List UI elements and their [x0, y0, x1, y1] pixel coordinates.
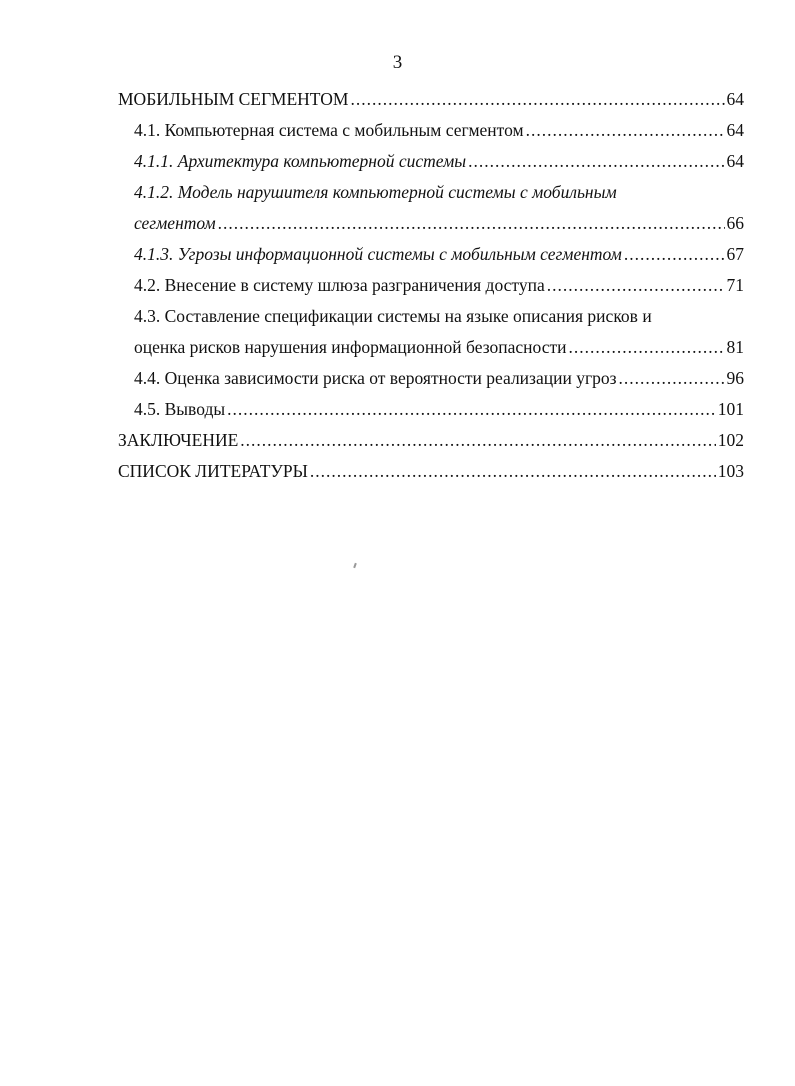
toc-dot-leader: [568, 337, 724, 358]
page-number: 3: [392, 52, 403, 73]
toc-entry-conclusion: [118, 430, 744, 461]
toc-entry-title: 4.5. Выводы: [134, 399, 226, 419]
toc-entry-title: 4.4. Оценка зависимости риска от вероятности реализации угроз: [134, 368, 617, 388]
toc-entry-4-1: [118, 120, 744, 151]
toc-entry-page: 81: [726, 337, 744, 357]
toc-entry-page: 64: [726, 89, 744, 109]
toc-entry-title: 4.2. Внесение в систему шлюза разграничения доступа: [134, 275, 545, 295]
toc-entry-page: 102: [717, 430, 744, 450]
toc-entry-page: 67: [726, 244, 744, 264]
toc-dot-leader: [619, 368, 725, 389]
toc-dot-leader: [468, 151, 724, 172]
toc-entry-page: 103: [717, 461, 744, 481]
toc-entry-mobile-segment: [118, 89, 744, 120]
toc-entry-4-3-line-1: [118, 306, 744, 337]
toc-entry-4-3-line-2: [118, 337, 744, 368]
toc-entry-references: [118, 461, 744, 492]
toc-entry-title: ЗАКЛЮЧЕНИЕ: [118, 430, 239, 450]
toc-entry-title: 4.1.1. Архитектура компьютерной системы: [134, 151, 467, 171]
toc-entry-title: 4.1. Компьютерная система с мобильным сегментом: [134, 120, 524, 140]
toc-dot-leader: [240, 430, 715, 451]
toc-entry-page: 64: [726, 120, 744, 140]
toc-dot-leader: [227, 399, 716, 420]
toc-entry-title: 4.1.3. Угрозы информационной системы с мобильным сегментом: [134, 244, 622, 264]
toc-entry-4-1-2-line-2: [118, 213, 744, 244]
toc-entry-4-2: [118, 275, 744, 306]
toc-dot-leader: [624, 244, 725, 265]
toc-entry-title: СПИСОК ЛИТЕРАТУРЫ: [118, 461, 308, 481]
toc-dot-leader: [218, 213, 725, 234]
toc-entry-page: 66: [726, 213, 744, 233]
scan-speck: [353, 563, 357, 568]
toc-dot-leader: [350, 89, 724, 110]
toc-entry-title: МОБИЛЬНЫМ СЕГМЕНТОМ: [118, 89, 349, 109]
table-of-contents: [118, 89, 744, 492]
toc-entry-4-1-3: [118, 244, 744, 275]
toc-entry-4-5: [118, 399, 744, 430]
toc-entry-title-line-2: сегментом: [134, 213, 216, 233]
toc-entry-page: 101: [717, 399, 744, 419]
toc-entry-4-1-2-line-1: [118, 182, 744, 213]
toc-dot-leader: [547, 275, 725, 296]
toc-entry-4-1-1: [118, 151, 744, 182]
toc-entry-title-line-1: 4.1.2. Модель нарушителя компьютерной системы с мобильным: [134, 182, 617, 202]
toc-entry-page: 96: [726, 368, 744, 388]
toc-entry-page: 64: [726, 151, 744, 171]
toc-entry-4-4: [118, 368, 744, 399]
toc-dot-leader: [526, 120, 725, 141]
toc-entry-page: 71: [726, 275, 744, 295]
toc-dot-leader: [310, 461, 716, 482]
toc-entry-title-line-1: 4.3. Составление спецификации системы на языке описания рисков и: [134, 306, 652, 326]
toc-entry-title-line-2: оценка рисков нарушения информационной безопасности: [134, 337, 567, 357]
